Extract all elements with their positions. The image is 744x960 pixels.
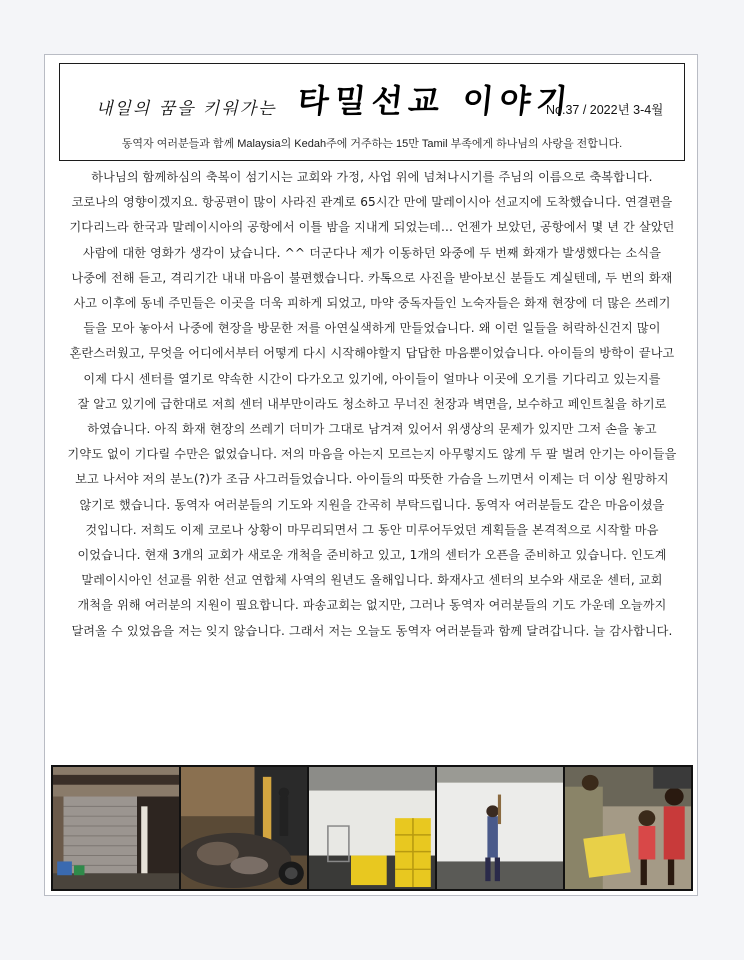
body-line: 개척을 위해 여러분의 지원이 필요합니다. 파송교회는 없지만, 그러나 동역자 여러분들의 기도 가운데 오늘까지: [77, 598, 667, 613]
body-line: 사람에 대한 영화가 생각이 났습니다. ^^ 더군다나 제가 이동하던 와중에 두 번째 화재가 발생했다는 소식을: [82, 245, 662, 260]
painting-wall-photo: [437, 767, 563, 889]
letter-body: [59, 165, 685, 644]
newsletter-header: [59, 63, 685, 161]
issue-number: No.37 / 2022년 3-4월: [546, 103, 664, 117]
body-line: 들을 모아 놓아서 나중에 현장을 방문한 저를 아연실색하게 만들었습니다. 왜 이런 일들을 허락하신건지 많이: [83, 321, 661, 336]
body-line: 이었습니다. 현재 3개의 교회가 새로운 개척을 준비하고 있고, 1개의 센터가 오픈을 준비하고 있습니다. 인도계: [77, 548, 667, 563]
body-line: 것입니다. 저희도 이제 코로나 상황이 마무리되면서 그 동안 미루어두었던 계획들을 본격적으로 시작할 마음: [85, 522, 659, 537]
center-interior-shelves-photo: [309, 767, 435, 889]
body-line: 기약도 없이 기다릴 수만은 없었습니다. 저의 마음을 아는지 모르는지 아무렇지도 않게 두 팔 벌려 안기는 아이들을: [67, 447, 677, 462]
body-line: 혼란스러웠고, 무엇을 어디에서부터 어떻게 다시 시작해야할지 답답한 마음뿐이었습니다. 아이들의 방학이 끝나고: [69, 346, 675, 361]
body-line: 하나님의 함께하심의 축복이 섬기시는 교회와 가정, 사업 위에 넘쳐나시기를 주님의 이름으로 축복합니다.: [91, 170, 653, 184]
body-line: 잘 알고 있기에 급한대로 저희 센터 내부만이라도 청소하고 무너진 천장과 벽면을, 보수하고 페인트칠을 하기로: [77, 396, 667, 411]
body-line: 말레이시아인 선교를 위한 선교 연합체 사역의 원년도 올해입니다. 화재사고 센터의 보수와 새로운 센터, 교회: [81, 573, 663, 588]
body-line: 사고 이후에 동네 주민들은 이곳을 더욱 피하게 되었고, 마약 중독자들인 노숙자들은 화재 현장에 더 많은 쓰레기: [73, 296, 671, 311]
tagline: 내일의 꿈을 키워가는: [96, 99, 277, 119]
body-line: 나중에 전해 듣고, 격리기간 내내 마음이 불편했습니다. 카톡으로 사진을 받아보신 분들도 계실텐데, 두 번의 화재: [71, 270, 673, 285]
body-line: 달려올 수 있었음을 저는 잊지 않습니다. 그래서 저는 오늘도 동역자 여러분들과 함께 달려갑니다. 늘 감사합니다.: [71, 623, 673, 638]
body-line: 이제 다시 센터를 열기로 약속한 시간이 다가오고 있기에, 아이들이 얼마나 이곳에 오기를 기다리고 있는지를: [83, 371, 661, 386]
title-row: [60, 64, 684, 128]
newsletter-title: 타밀선교 이야기: [295, 82, 576, 120]
fire-debris-pile-photo: [181, 767, 307, 889]
photo-strip: [51, 765, 693, 891]
newsletter-subtitle: 동역자 여러분들과 함께 Malaysia의 Kedah주에 거주하는 15만 Tamil 부족에게 하나님의 사랑을 전합니다.: [121, 138, 623, 150]
children-with-teacher-photo: [565, 767, 691, 889]
body-line: 않기로 했습니다. 동역자 여러분들의 기도와 지원을 간곡히 부탁드립니다. 동역자 여러분들도 같은 마음이셨을: [79, 497, 665, 512]
body-line: 보고 나서야 저의 분노(?)가 조금 사그러들었습니다. 아이들의 따뜻한 가슴을 느끼면서 이제는 더 이상 원망하지: [75, 472, 669, 487]
newsletter-page: [44, 54, 698, 896]
burned-storefront-photo: [53, 767, 179, 889]
body-line: 기다리느라 한국과 말레이시아의 공항에서 이틀 밤을 지내게 되었는데... 언젠가 보았던, 공항에서 몇 년 간 살았던: [69, 220, 675, 235]
body-line: 코로나의 영향이겠지요. 항공편이 많이 사라진 관계로 65시간 만에 말레이시아 선교지에 도착했습니다. 연결편을: [71, 195, 673, 210]
body-line: 하였습니다. 아직 화재 현장의 쓰레기 더미가 그대로 남겨져 있어서 위생상의 문제가 있지만 그저 손을 놓고: [87, 422, 657, 437]
